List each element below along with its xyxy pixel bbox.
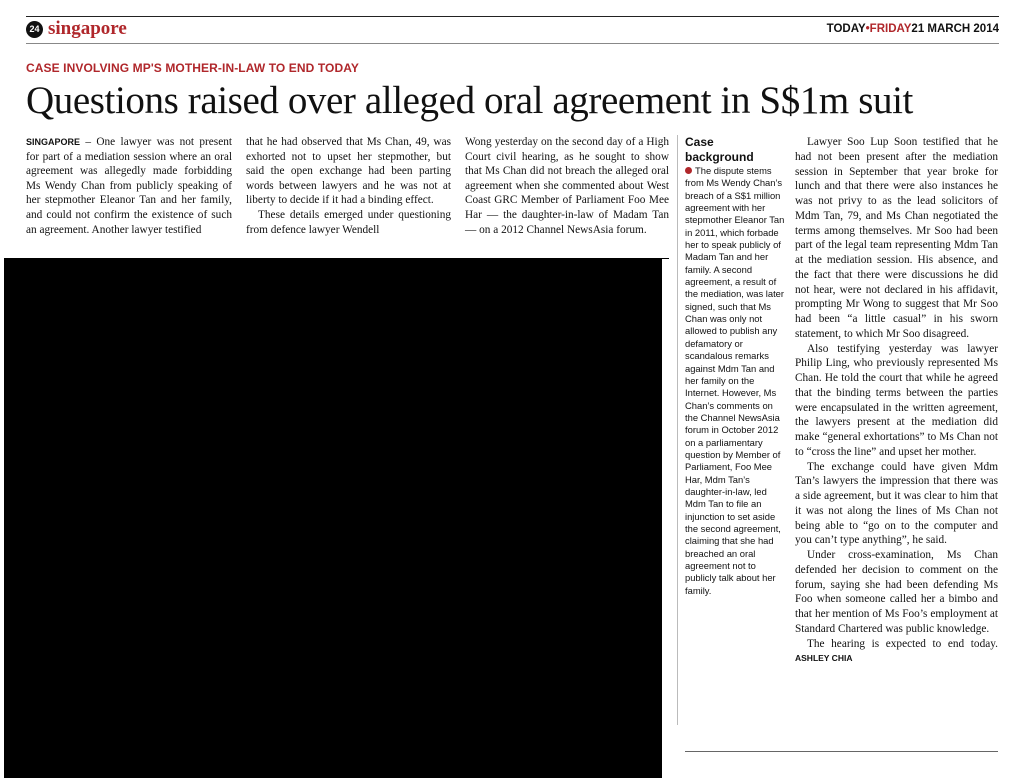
sidebar-body: The dispute stems from Ms Wendy Chan’s breach of a S$1 million agreement with her stepmother Eleanor Tan in 2011, which forbade her to speak publicly of Madam Tan and her family. A second agreement, a result of the mediation, was later signed, such that Ms Chan was only not allowed to publish any defamatory or scandalous remarks against Mdm Tan and her family on the Internet. However, Ms Chan’s comments on the Channel NewsAsia forum in October 2012 on a parliamentary question by Member of Parliament, Foo Mee Har, Mdm Tan’s daughter-in-law, led Mdm Tan to file an injunction to set aside the second agreement, claiming that she had breached an oral agreement not to publicly talk about her family. [685,165,785,596]
column-1-paragraph: – One lawyer was not present for part of a mediation session where an oral agreement was allegedly made forbidding Ms Wendy Chan from publicly speaking of her stepmother Eleanor Tan and her family, and could not confirm the existence of such an agreement. Another lawyer testified [26,136,232,236]
article-column-2 [246,135,451,237]
section-label: singapore [48,18,127,39]
column-5-paragraph-5: The hearing is expected to end today. [807,637,998,650]
dateline: SINGAPORE [26,137,81,147]
header-rule [26,43,999,44]
date-separator: • [865,23,870,35]
column-5-paragraph-4: Under cross-examination, Ms Chan defended her decision to comment on the forum, saying she had been defending Ms Foo when someone called her a bimbo and that her mention of Ms Foo’s employment at Standard Chartered was public knowledge. [795,549,998,635]
publication-date [827,23,999,35]
byline: ASHLEY CHIA [795,653,853,664]
next-article-strip [685,760,998,768]
page-number-badge: 24 [26,21,43,38]
column-2-paragraph-1: that he had observed that Ms Chan, 49, was exhorted not to upset her stepmother, but said the open exchange had been parting words between lawyers and he was not at liberty to decide if it had a binding effect. [246,136,451,207]
column-3-paragraph: Wong yesterday on the second day of a High Court civil hearing, as he sought to show that Ms Chan did not breach the alleged oral agreement when she commented about West Coast GRC Member of Parliament Foo Mee Har — the daughter-in-law of Madam Tan — on a 2012 Channel NewsAsia forum. [465,136,669,236]
page-header [26,18,999,42]
column-2-paragraph-2: These details emerged under questioning from defence lawyer Wendell [246,208,451,236]
publication-date-text: 21 MARCH 2014 [911,23,999,35]
article-column-5 [795,135,998,666]
top-rule [26,16,999,17]
case-background-sidebar [685,135,785,597]
bullet-icon [685,167,692,174]
column-5-paragraph-3: The exchange could have given Mdm Tan’s lawyers the impression that there was a side agreement, but it was clear to him that it was not along the lines of Ms Chan not being able to “go on to the computer and you can’t type anything”, he said. [795,460,998,547]
article-kicker: CASE INVOLVING MP'S MOTHER-IN-LAW TO END TODAY [26,61,360,75]
sidebar-left-rule [677,135,678,725]
photo-border-rule [662,258,669,259]
bottom-rule [685,751,998,752]
publication-name: TODAY [826,23,866,35]
article-column-3 [465,135,669,237]
article-headline: Questions raised over alleged oral agreement in S$1m suit [26,79,913,122]
column-5-paragraph-2: Also testifying yesterday was lawyer Philip Ling, who previously represented Ms Chan. He told the court that while he agreed that the binding terms between the parties were encapsulated in the written agreement, the lawyers present at the mediation did make “general exhortations” to Ms Chan not to “cross the line” and upset her mother. [795,342,998,458]
sidebar-title: Case background [685,135,754,164]
column-5-paragraph-1: Lawyer Soo Lup Soon testified that he had not been present after the mediation session in September that year broke for lunch and that there were also instances he was not privy to as the lead solicitors of Mdm Tan, 79, and Ms Chan negotiated the terms among themselves. Mr Soo had been part of the legal team representing Mdm Tan at the mediation session. His absence, and the fact that there were discussions he did not hear, were not declared in his affidavit, prompting Mr Wong to suggest that Mr Soo had been “a little casual” in his sworn statement, to which Mr Soo disagreed. [795,136,998,340]
article-column-1 [26,135,232,237]
redacted-photo [4,258,662,778]
publication-day: FRIDAY [869,23,912,35]
